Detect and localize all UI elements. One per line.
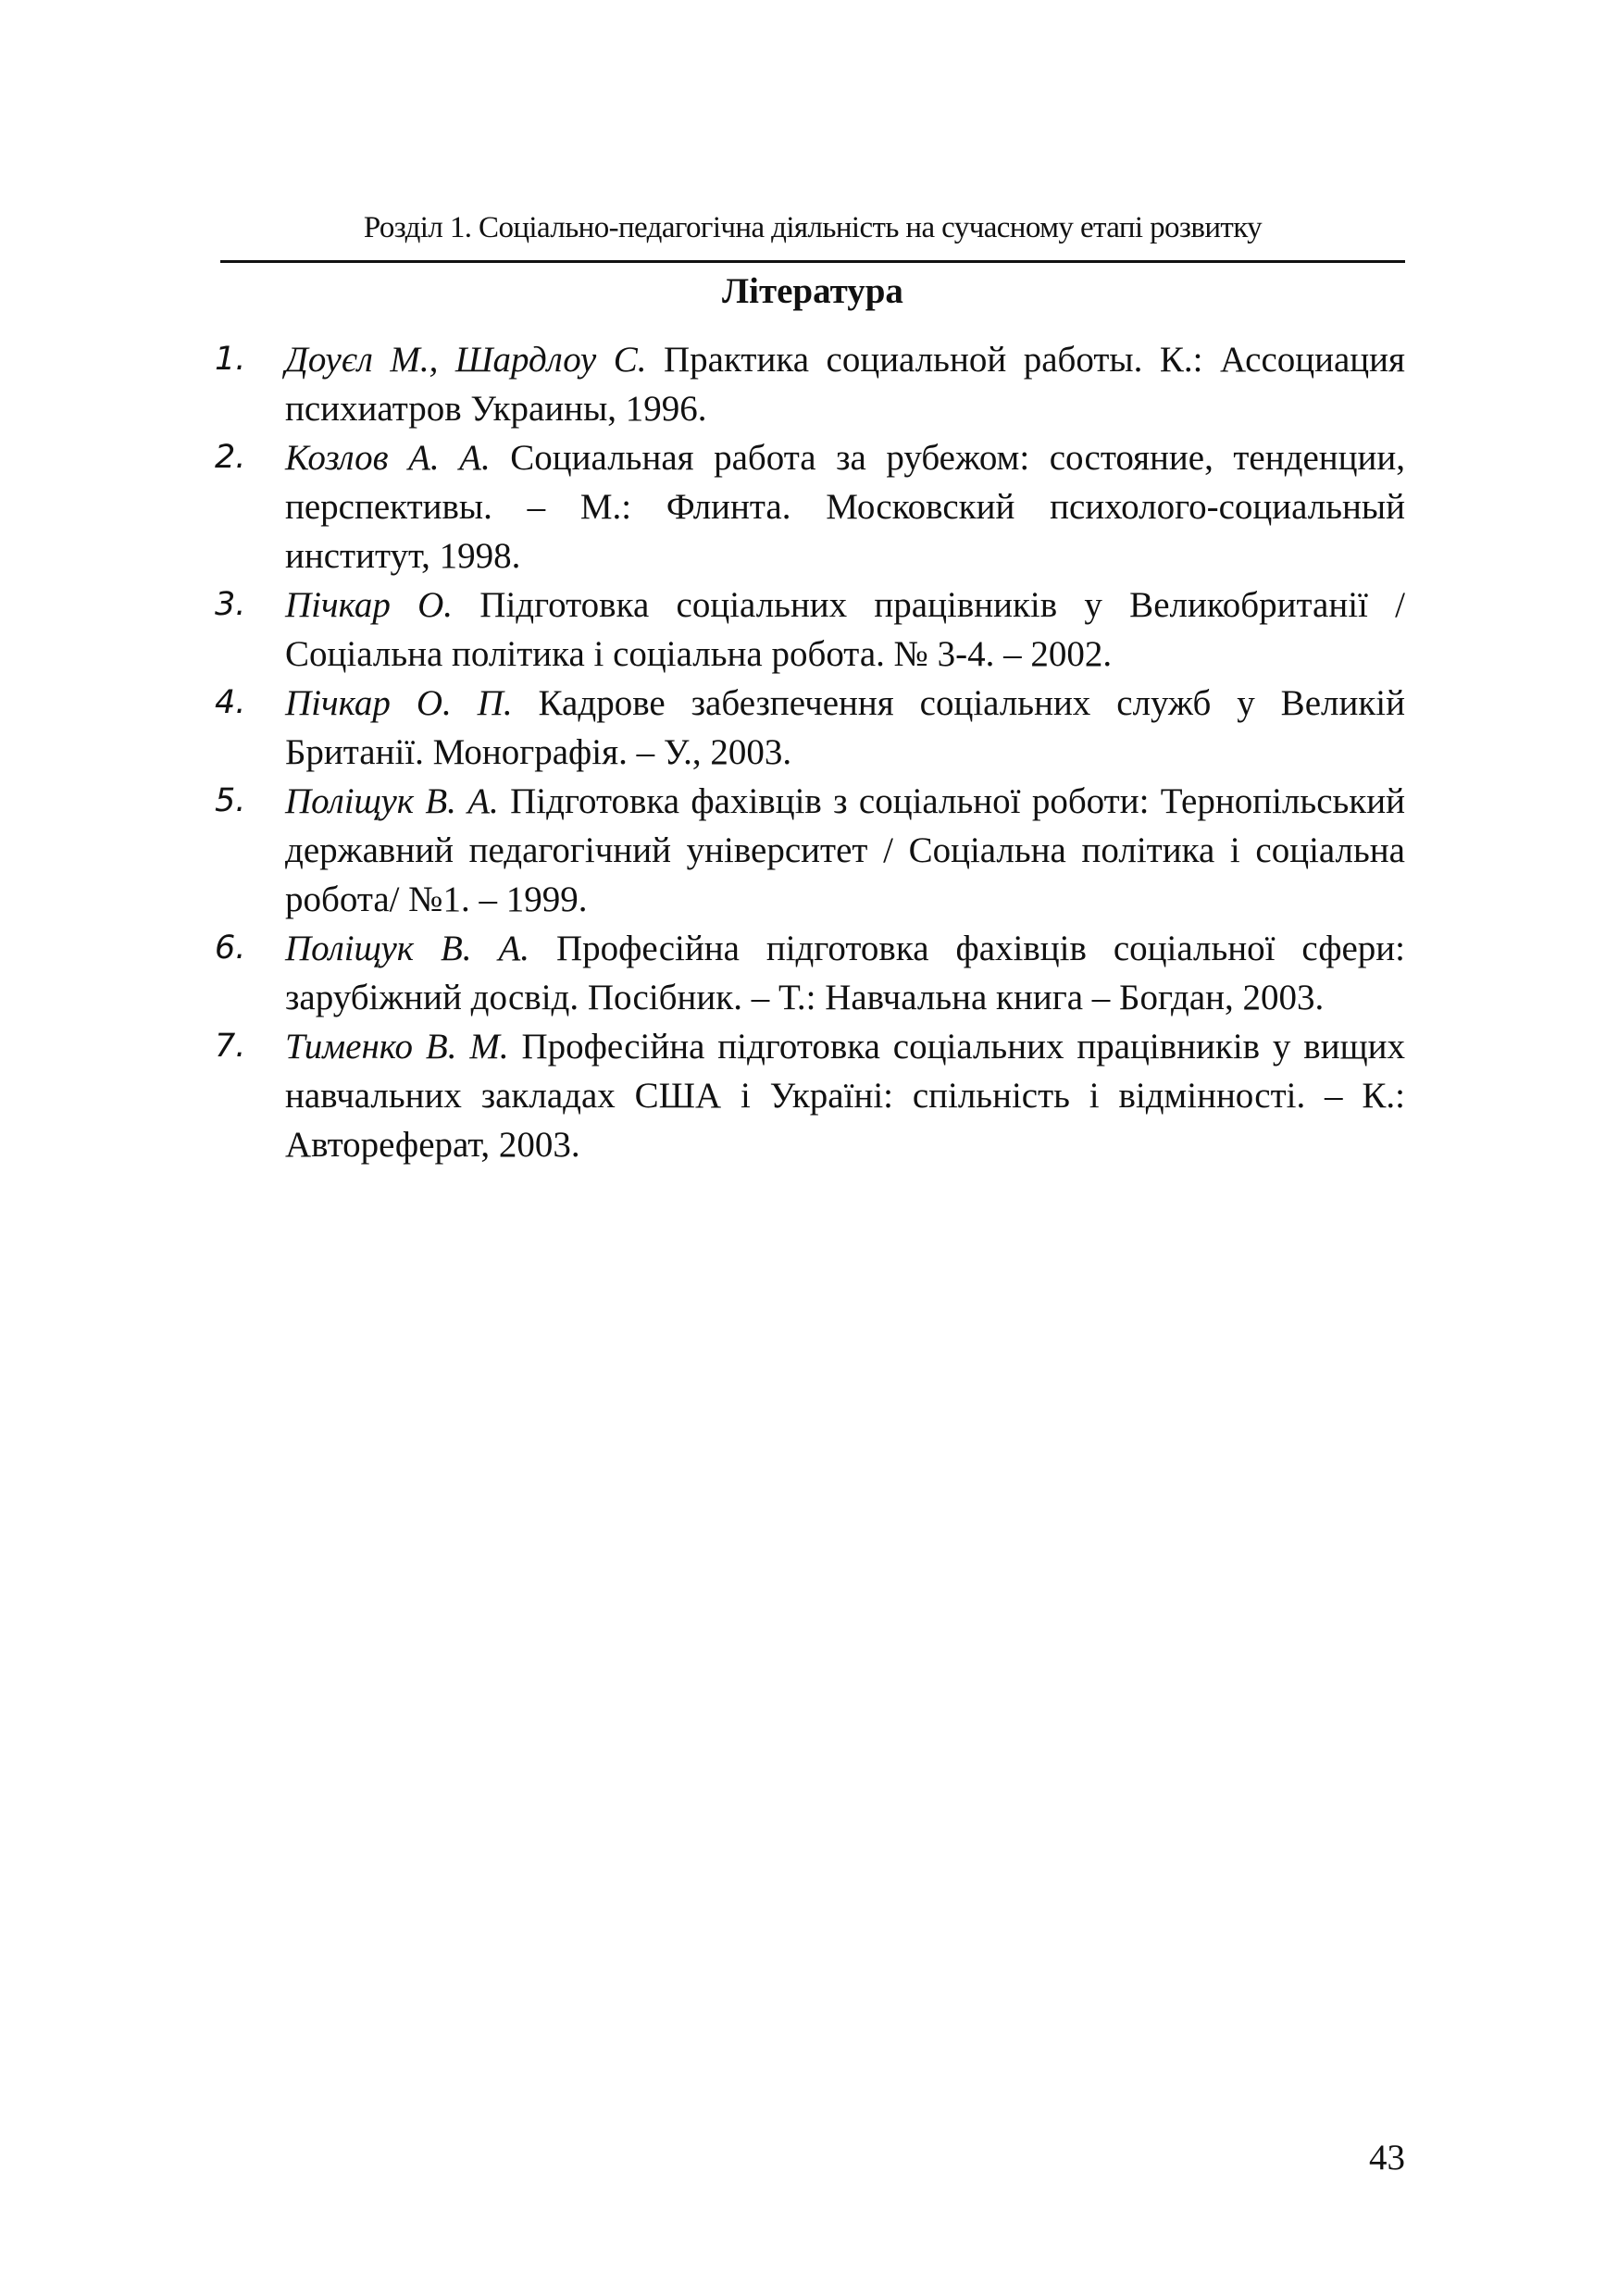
reference-text: Кадрове забезпечення соціальних служб у Великій Британії. Монографія. – У., 2003. — [285, 683, 1405, 772]
reference-text: Підготовка соціальних працівників у Великобританії /Соціальна політика і соціальна робота. № 3-4. – 2002. — [285, 585, 1405, 674]
reference-author: Доуєл М., Шардлоу С. — [285, 340, 647, 380]
header-rule — [220, 260, 1405, 263]
reference-body — [285, 335, 1405, 433]
reference-author: Пічкар О. П. — [285, 683, 513, 723]
reference-number: 3. — [215, 586, 246, 623]
reference-body — [285, 1022, 1405, 1169]
reference-author: Поліщук В. А. — [285, 781, 499, 821]
reference-item — [215, 777, 1405, 924]
page-number: 43 — [1369, 2138, 1405, 2177]
reference-body — [285, 433, 1405, 580]
running-head: Розділ 1. Соціально-педагогічна діяльність на сучасному етапі розвитку — [363, 211, 1263, 244]
reference-item — [215, 580, 1405, 679]
reference-text: Професійна підготовка соціальних працівників у вищих навчальних закладах США і Україні: спільність і відмінності. – К.: Автореферат, 2003. — [285, 1027, 1405, 1165]
reference-number: 6. — [215, 930, 246, 967]
reference-author: Поліщук В. А. — [285, 929, 530, 968]
reference-item — [215, 335, 1405, 433]
reference-item — [215, 924, 1405, 1022]
reference-item — [215, 433, 1405, 580]
reference-text: Социальная работа за рубежом: состояние, тенденции, перспективы. – М.: Флинта. Московский психолого-социальный институт, 1998. — [285, 438, 1405, 576]
reference-body — [285, 679, 1405, 777]
section-title: Література — [722, 271, 903, 311]
reference-number: 7. — [215, 1028, 246, 1065]
reference-body — [285, 924, 1405, 1022]
reference-item — [215, 1022, 1405, 1169]
reference-author: Тименко В. М. — [285, 1027, 509, 1067]
reference-number: 1. — [215, 341, 246, 378]
reference-number: 2. — [215, 439, 246, 476]
reference-item — [215, 679, 1405, 777]
reference-number: 4. — [215, 684, 246, 721]
reference-author: Козлов А. А. — [285, 438, 491, 478]
reference-body — [285, 777, 1405, 924]
reference-text: Практика социальной работы. К.: Ассоциация психиатров Украины, 1996. — [285, 340, 1405, 429]
reference-author: Пічкар О. — [285, 585, 454, 625]
reference-body — [285, 580, 1405, 679]
reference-text: Підготовка фахівців з соціальної роботи: Тернопільський державний педагогічний університет / Соціальна політика і соціальна робота/ №1. – 1999. — [285, 781, 1405, 919]
reference-list — [215, 335, 1405, 1169]
reference-text: Професійна підготовка фахівців соціальної сфери: зарубіжний досвід. Посібник. – Т.: Навчальна книга – Богдан, 2003. — [285, 929, 1405, 1017]
reference-number: 5. — [215, 782, 246, 819]
